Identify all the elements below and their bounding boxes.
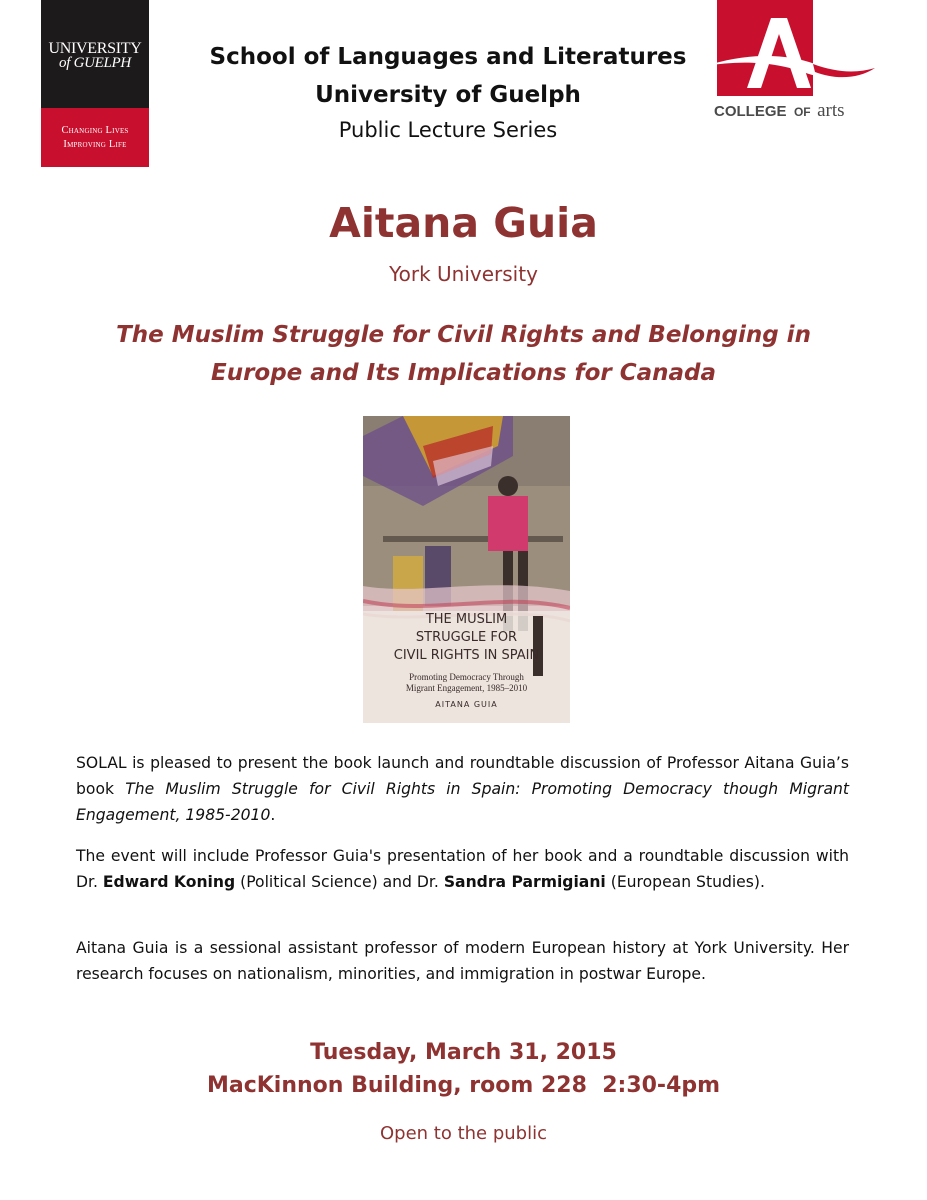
- lecture-title-line1: The Muslim Struggle for Civil Rights and Belonging in: [116, 322, 811, 348]
- header-university: University of Guelph: [315, 82, 581, 108]
- arts-word-college: COLLEGE: [714, 103, 787, 120]
- paragraph-text: (Political Science) and Dr.: [235, 873, 444, 891]
- panelist-name: Sandra Parmigiani: [443, 873, 606, 891]
- header-school: School of Languages and Literatures: [209, 44, 687, 70]
- logo-tagline-line1: Changing Lives: [61, 125, 129, 136]
- speaker-name: Aitana Guia: [329, 199, 598, 247]
- book-title-line2: STRUGGLE FOR: [415, 630, 518, 645]
- logo-tagline-line2: Improving Life: [63, 139, 127, 150]
- book-title-italic: The Muslim Struggle for Civil Rights in Spain: Promoting Democracy though Migrant Engagement, 1985-2010: [76, 780, 850, 824]
- paragraph-event-details: [76, 843, 849, 895]
- paragraph-text: The event will include Professor Guia's presentation of her book and a roundtable discussion with Dr.: [76, 847, 849, 891]
- arts-logo-wordmark: [714, 100, 845, 122]
- header-series: Public Lecture Series: [338, 118, 558, 142]
- paragraph-text: SOLAL is pleased to present the book launch and roundtable discussion of Professor Aitana Guia’s book: [76, 754, 849, 798]
- event-open-note: Open to the public: [379, 1123, 547, 1144]
- paragraph-book-launch: [76, 750, 849, 828]
- event-location-time: MacKinnon Building, room 228 2:30-4pm: [206, 1073, 721, 1098]
- book-title-line3: CIVIL RIGHTS IN SPAIN: [393, 648, 540, 663]
- book-subtitle-line1: Promoting Democracy Through: [409, 672, 524, 682]
- event-date: Tuesday, March 31, 2015: [310, 1040, 617, 1065]
- logo-name-line2: of GUELPH: [59, 55, 131, 71]
- university-of-guelph-logo: [41, 0, 149, 167]
- paragraph-speaker-bio: Aitana Guia is a sessional assistant professor of modern European history at York University. Her research focuses on nationalism, minorities, and immigration in postwar Europe.: [76, 939, 849, 983]
- arts-word-arts: arts: [817, 100, 845, 121]
- paragraph-text: .: [270, 806, 276, 824]
- college-of-arts-logo: [703, 0, 878, 125]
- book-title-line1: THE MUSLIM: [425, 612, 508, 627]
- book-cover-image: [363, 416, 570, 723]
- book-author: AITANA GUIA: [435, 700, 498, 709]
- speaker-affiliation: York University: [389, 262, 538, 286]
- logo-name-line1: UNIVERSITY: [48, 40, 142, 57]
- panelist-name: Edward Koning: [102, 873, 236, 891]
- book-subtitle-line2: Migrant Engagement, 1985–2010: [405, 683, 528, 693]
- paragraph-text: (European Studies).: [605, 873, 765, 891]
- arts-a-swoosh-icon: [703, 0, 878, 100]
- arts-word-of: OF: [793, 105, 811, 119]
- lecture-title-line2: Europe and Its Implications for Canada: [210, 360, 716, 386]
